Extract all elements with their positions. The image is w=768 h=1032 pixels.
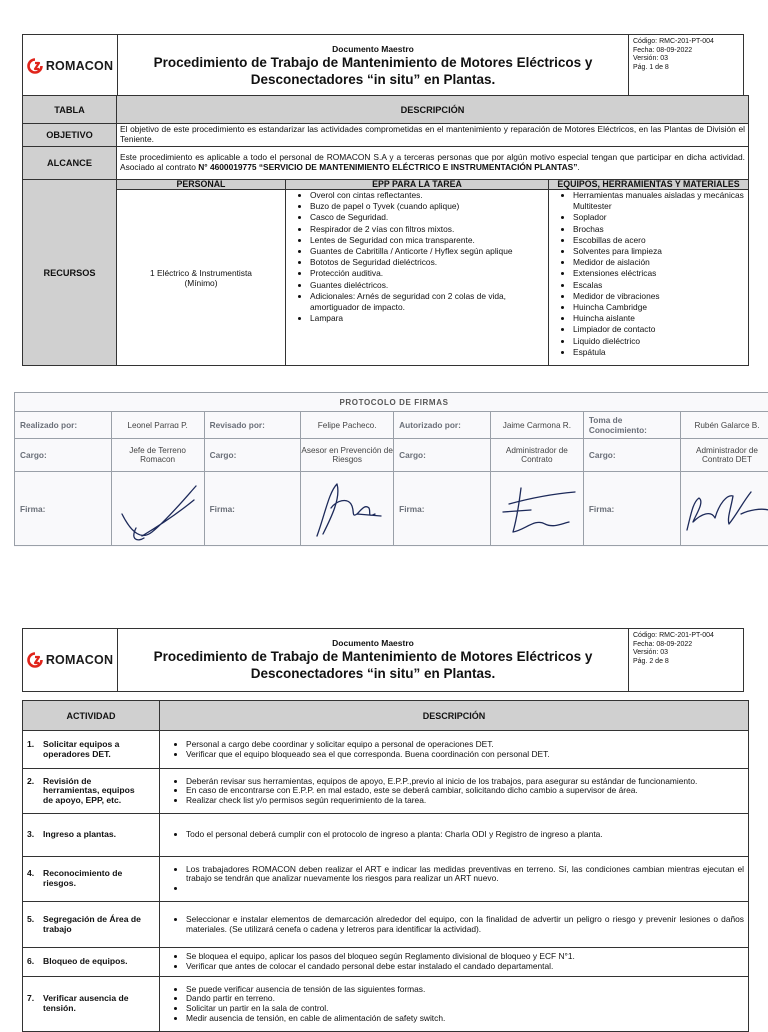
- cargo-label-1: Cargo:: [15, 439, 112, 472]
- activity-label: [23, 769, 160, 814]
- equipo-item: • Solventes para limpieza: [573, 246, 748, 257]
- activity-label: [23, 977, 160, 1032]
- doc-title-2-line1: Procedimiento de Trabajo de Mantenimiento de Motores Eléctricos y: [124, 649, 622, 665]
- signature-4: [681, 472, 768, 546]
- doc-date: Fecha: 08-09-2022: [633, 47, 739, 56]
- document-title-cell: [118, 35, 629, 98]
- activity-bullet: • Verificar que el equipo bloqueado sea el que corresponda. Buena coordinación con personal DET.: [186, 750, 748, 760]
- toma-label: Toma de Conocimiento:: [583, 412, 680, 439]
- activity-number: 5.: [27, 915, 43, 925]
- activity-bullet: [186, 884, 748, 894]
- epp-list: [286, 190, 548, 324]
- alcance-label: ALCANCE: [23, 147, 117, 180]
- epp-item: • Guantes de Cabritilla / Anticorte / Hyflex según aplique: [310, 246, 548, 257]
- alcance-text: Este procedimiento es aplicable a todo el personal de ROMACON S.A y a terceras personas que por algún motivo especial tengan que participar en dicha actividad. Asociado al contrato N° 4600019775 “SERVICIO DE MANTENIMIENTO ELÉCTRICO E INSTRUMENTACIÓN PLANTAS”.: [117, 147, 749, 180]
- document-meta-2: [629, 629, 744, 692]
- activity-description: [160, 814, 749, 857]
- equipo-item: • Medidor de aislación: [573, 257, 748, 268]
- recursos-label: RECURSOS: [23, 180, 117, 366]
- activity-bullet: • Se puede verificar ausencia de tensión de las siguientes formas.: [186, 985, 748, 995]
- toma-name: Rubén Galarce B.: [681, 412, 768, 439]
- activity-row: [23, 977, 749, 1032]
- activity-name: Verificar ausencia de tensión.: [43, 994, 147, 1013]
- equipos-list: [549, 190, 748, 358]
- sub-equipos: EQUIPOS, HERRAMIENTAS Y MATERIALES: [549, 180, 749, 190]
- epp-item: • Lentes de Seguridad con mica transparente.: [310, 235, 548, 246]
- activity-number: 3.: [27, 830, 43, 840]
- activity-description: [160, 948, 749, 977]
- romacon-logo-icon: [27, 58, 43, 74]
- firma-label-3: Firma:: [394, 472, 491, 546]
- col-tabla: TABLA: [23, 96, 117, 124]
- objetivo-text: El objetivo de este procedimiento es estandarizar las actividades comprometidas en el mantenimiento y reparación de Motores Eléctricos, en las Plantas de División el Teniente.: [117, 124, 749, 147]
- doc-type-2: Documento Maestro: [124, 638, 622, 648]
- activity-number: 2.: [27, 777, 43, 787]
- handwritten-signature-3: [491, 474, 583, 544]
- activity-bullet: • Solicitar un partir en la sala de control.: [186, 1004, 748, 1014]
- signature-protocol: [14, 392, 768, 547]
- activity-number: 6.: [27, 957, 43, 967]
- activity-label: [23, 857, 160, 902]
- equipo-item: • Huincha aislante: [573, 313, 748, 324]
- firma-label-2: Firma:: [204, 472, 301, 546]
- activity-name: Reconocimiento de riesgos.: [43, 869, 147, 888]
- realizado-name: Leonel Parraɑ P.: [111, 412, 204, 439]
- autorizado-name: Jaime Carmona R.: [490, 412, 583, 439]
- activity-name: Revisión de herramientas, equipos de apoyo, EPP, etc.: [43, 777, 147, 806]
- doc-code: Código: RMC-201-PT-004: [633, 38, 739, 47]
- activity-label: [23, 902, 160, 948]
- logo-text: ROMACON: [46, 59, 113, 73]
- cargo-label-4: Cargo:: [583, 439, 680, 472]
- logo-text-2: ROMACON: [46, 653, 113, 667]
- equipo-item: • Medidor de vibraciones: [573, 291, 748, 302]
- activity-description: [160, 857, 749, 902]
- realizado-label: Realizado por:: [15, 412, 112, 439]
- equipo-item: • Brochas: [573, 224, 748, 235]
- activity-bullet: • Personal a cargo debe coordinar y solicitar equipo a personal de operaciones DET.: [186, 740, 748, 750]
- revisado-name: Felipe Pacheco.: [301, 412, 394, 439]
- activity-description: [160, 769, 749, 814]
- activity-bullet: • Seleccionar e instalar elementos de demarcación alrededor del equipo, con la finalidad de advertir un peligro o riesgo y prevenir lesiones o daños materiales. (Se utilizará cenefa o cadena y letreros para identificar la actividad).: [186, 915, 748, 934]
- company-logo: [23, 35, 118, 98]
- doc-title-2-line2: Desconectadores “in situ” en Plantas.: [124, 666, 622, 682]
- cargo-4: Administrador de Contrato DET: [681, 439, 768, 472]
- equipo-item: • Liquido dieléctrico: [573, 336, 748, 347]
- epp-item: • Lampara: [310, 313, 548, 324]
- equipo-item: • Herramientas manuales aisladas y mecánicas Multitester: [573, 190, 748, 212]
- activity-number: 4.: [27, 869, 43, 879]
- epp-item: • Overol con cintas reflectantes.: [310, 190, 548, 201]
- activity-name: Bloqueo de equipos.: [43, 957, 147, 967]
- activity-bullet: • Verificar que antes de colocar el candado personal debe estar instalado el candado departamental.: [186, 962, 748, 972]
- protocol-title: PROTOCOLO DE FIRMAS: [15, 393, 768, 412]
- cargo-2: Asesor en Prevención de Riesgos: [301, 439, 394, 472]
- epp-cell: [286, 190, 549, 366]
- document-title-cell-2: [118, 629, 629, 692]
- header-page-2: [22, 628, 744, 692]
- equipo-item: • Soplador: [573, 212, 748, 223]
- equipos-cell: [549, 190, 749, 366]
- activity-row: [23, 814, 749, 857]
- autorizado-label: Autorizado por:: [394, 412, 491, 439]
- activity-bullet: • Se bloquea el equipo, aplicar los pasos del bloqueo según Reglamento divisional de bloqueo y ECF N°1.: [186, 952, 748, 962]
- contract-number: N° 4600019775 “SERVICIO DE MANTENIMIENTO ELÉCTRICO E INSTRUMENTACIÓN PLANTAS”: [198, 162, 577, 172]
- personal-cell: 1 Eléctrico & Instrumentista (Mínimo): [117, 190, 286, 366]
- equipo-item: • Espátula: [573, 347, 748, 358]
- activity-label: [23, 814, 160, 857]
- activity-bullet: • Deberán revisar sus herramientas, equipos de apoyo, E.P.P.,previo al inicio de los trabajos, para asegurar su estándar de funcionamiento.: [186, 777, 748, 787]
- epp-item: • Buzo de papel o Tyvek (cuando aplique): [310, 201, 548, 212]
- header-page-1: [22, 34, 744, 98]
- equipo-item: • Huincha Cambridge: [573, 302, 748, 313]
- sub-personal: PERSONAL: [117, 180, 286, 190]
- signature-3: [490, 472, 583, 546]
- equipo-item: • Escobillas de acero: [573, 235, 748, 246]
- handwritten-signature-1: [112, 474, 204, 544]
- doc-date-2: Fecha: 08-09-2022: [633, 641, 739, 650]
- doc-version: Versión: 03: [633, 55, 739, 64]
- doc-title-line1: Procedimiento de Trabajo de Mantenimiento de Motores Eléctricos y: [124, 55, 622, 71]
- activity-label: [23, 731, 160, 769]
- activity-name: Segregación de Área de trabajo: [43, 915, 147, 934]
- romacon-logo-icon: [27, 652, 43, 668]
- cargo-label-3: Cargo:: [394, 439, 491, 472]
- doc-type: Documento Maestro: [124, 44, 622, 54]
- signature-1: [111, 472, 204, 546]
- activity-row: [23, 902, 749, 948]
- doc-page-2: Pág. 2 de 8: [633, 658, 739, 667]
- activity-row: [23, 731, 749, 769]
- equipo-item: • Extensiones eléctricas: [573, 268, 748, 279]
- activity-label: [23, 948, 160, 977]
- revisado-label: Revisado por:: [204, 412, 301, 439]
- objetivo-label: OBJETIVO: [23, 124, 117, 147]
- company-logo-2: [23, 629, 118, 692]
- col-actividad: ACTIVIDAD: [23, 701, 160, 731]
- col-descripcion-2: DESCRIPCIÓN: [160, 701, 749, 731]
- activity-number: 7.: [27, 994, 43, 1004]
- activity-description: [160, 977, 749, 1032]
- objective-table: [22, 95, 749, 366]
- doc-page: Pág. 1 de 8: [633, 64, 739, 73]
- activities-table: [22, 700, 749, 1032]
- firma-label-4: Firma:: [583, 472, 680, 546]
- activity-number: 1.: [27, 740, 43, 750]
- activity-description: [160, 731, 749, 769]
- epp-item: • Casco de Seguridad.: [310, 212, 548, 223]
- handwritten-signature-2: [301, 474, 393, 544]
- doc-version-2: Versión: 03: [633, 649, 739, 658]
- activity-bullet: • Todo el personal deberá cumplir con el protocolo de ingreso a planta: Charla ODI y Registro de ingreso a planta.: [186, 830, 748, 840]
- signature-2: [301, 472, 394, 546]
- activity-name: Ingreso a plantas.: [43, 830, 147, 840]
- col-descripcion: DESCRIPCIÓN: [117, 96, 749, 124]
- epp-item: • Guantes dieléctricos.: [310, 280, 548, 291]
- activity-row: [23, 857, 749, 902]
- doc-title-line2: Desconectadores “in situ” en Plantas.: [124, 72, 622, 88]
- epp-item: • Protección auditiva.: [310, 268, 548, 279]
- doc-code-2: Código: RMC-201-PT-004: [633, 632, 739, 641]
- equipo-item: • Escalas: [573, 280, 748, 291]
- activity-description: [160, 902, 749, 948]
- activity-bullet: • Medir ausencia de tensión, en cable de alimentación de safety switch.: [186, 1014, 748, 1024]
- handwritten-signature-4: [681, 474, 768, 544]
- activity-bullet: • Dando partir en terreno.: [186, 994, 748, 1004]
- sub-epp: EPP PARA LA TAREA: [286, 180, 549, 190]
- equipo-item: • Limpiador de contacto: [573, 324, 748, 335]
- firma-label-1: Firma:: [15, 472, 112, 546]
- activity-bullet: • Realizar check list y/o permisos según requerimiento de la tarea.: [186, 796, 748, 806]
- document-meta: [629, 35, 744, 98]
- cargo-3: Administrador de Contrato: [490, 439, 583, 472]
- activity-row: [23, 769, 749, 814]
- epp-item: • Bototos de Seguridad dieléctricos.: [310, 257, 548, 268]
- epp-item: • Respirador de 2 vías con filtros mixtos.: [310, 224, 548, 235]
- epp-item: • Adicionales: Arnés de seguridad con 2 colas de vida, amortiguador de impacto.: [310, 291, 548, 313]
- activity-name: Solicitar equipos a operadores DET.: [43, 740, 147, 759]
- cargo-1: Jefe de Terreno Romacon: [111, 439, 204, 472]
- activity-bullet: • En caso de encontrarse con E.P.P. en mal estado, este se deberá cambiar, solicitando dicho cambio a supervisor de área.: [186, 786, 748, 796]
- activity-row: [23, 948, 749, 977]
- activity-bullet: • Los trabajadores ROMACON deben realizar el ART e indicar las medidas preventivas en terreno. Sí, las condiciones cambian mientras ejecutan el trabajo se tendrán que analizar nuevamente los riesgos para realizar un ART nuevo.: [186, 865, 748, 884]
- cargo-label-2: Cargo:: [204, 439, 301, 472]
